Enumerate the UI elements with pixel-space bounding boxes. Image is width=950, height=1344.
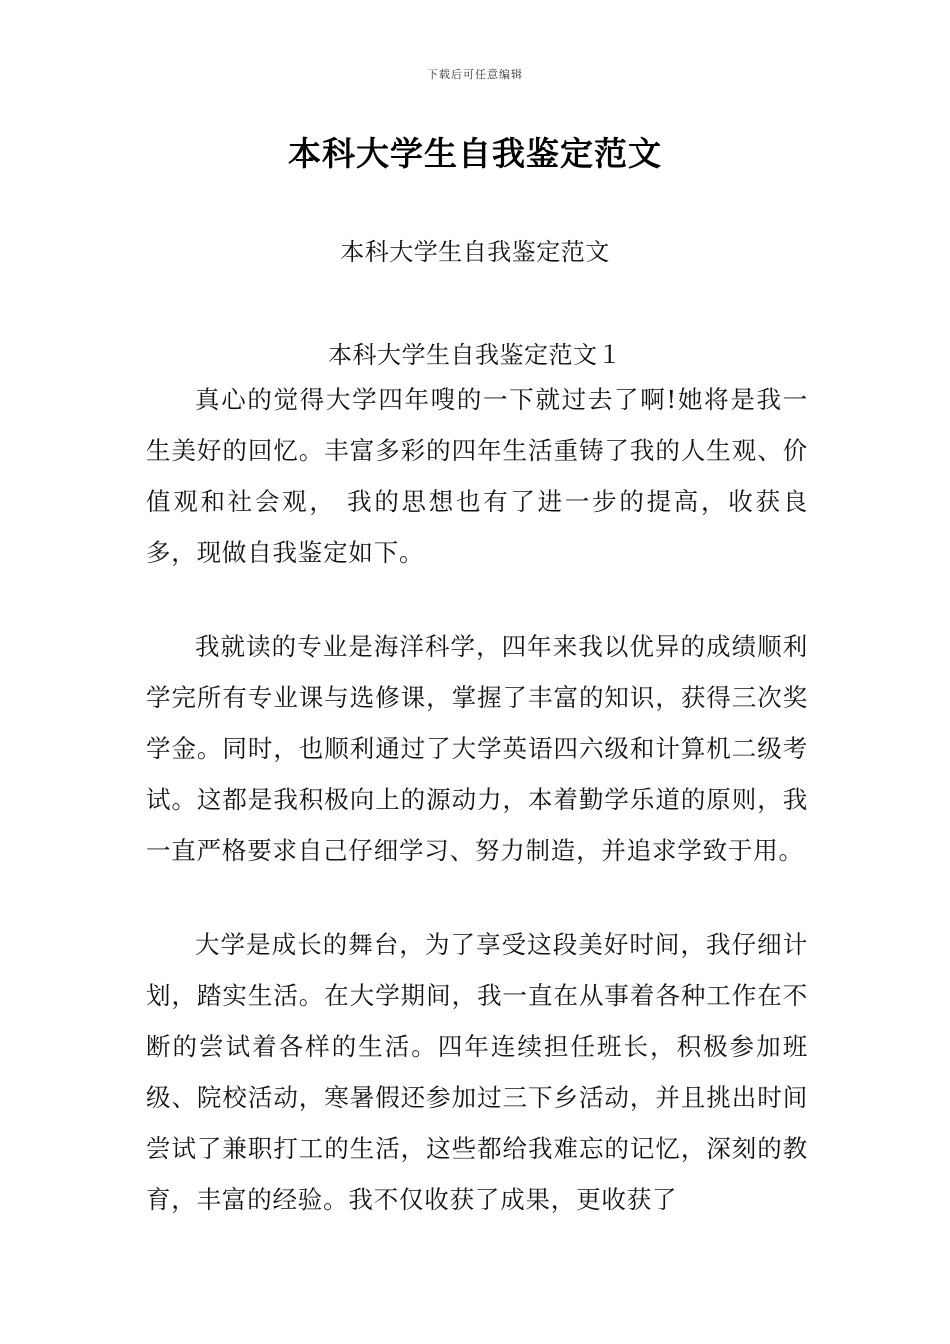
header-note: 下载后可任意编辑: [427, 68, 523, 81]
paragraph-block-2: [146, 621, 808, 876]
paragraph-block-1: [146, 374, 808, 578]
section-heading: 本科大学生自我鉴定范文１: [328, 341, 622, 369]
paragraph: 大学是成长的舞台，为了享受这段美好时间，我仔细计划，踏实生活。在大学期间，我一直在从事着各种工作在不断的尝试着各样的生活。四年连续担任班长，积极参加班级、院校活动，寒暑假还参加过三下乡活动，并且挑出时间尝试了兼职打工的生活，这些都给我难忘的记忆，深刻的教育，丰富的经验。我不仅收获了成果，更收获了: [146, 930, 808, 1214]
document-subtitle: 本科大学生自我鉴定范文: [340, 238, 610, 266]
paragraph-block-3: [146, 919, 808, 1225]
document-title: 本科大学生自我鉴定范文: [288, 134, 662, 173]
paragraph: 我就读的专业是海洋科学，四年来我以优异的成绩顺利学完所有专业课与选修课，掌握了丰富的知识，获得三次奖学金。同时，也顺利通过了大学英语四六级和计算机二级考试。这都是我积极向上的源动力，本着勤学乐道的原则，我一直严格要求自己仔细学习、努力制造，并追求学致于用。: [146, 632, 808, 865]
paragraph: 真心的觉得大学四年嗖的一下就过去了啊!她将是我一生美好的回忆。丰富多彩的四年生活重铸了我的人生观、价值观和社会观， 我的思想也有了进一步的提高，收获良多，现做自我鉴定如下。: [146, 385, 808, 567]
